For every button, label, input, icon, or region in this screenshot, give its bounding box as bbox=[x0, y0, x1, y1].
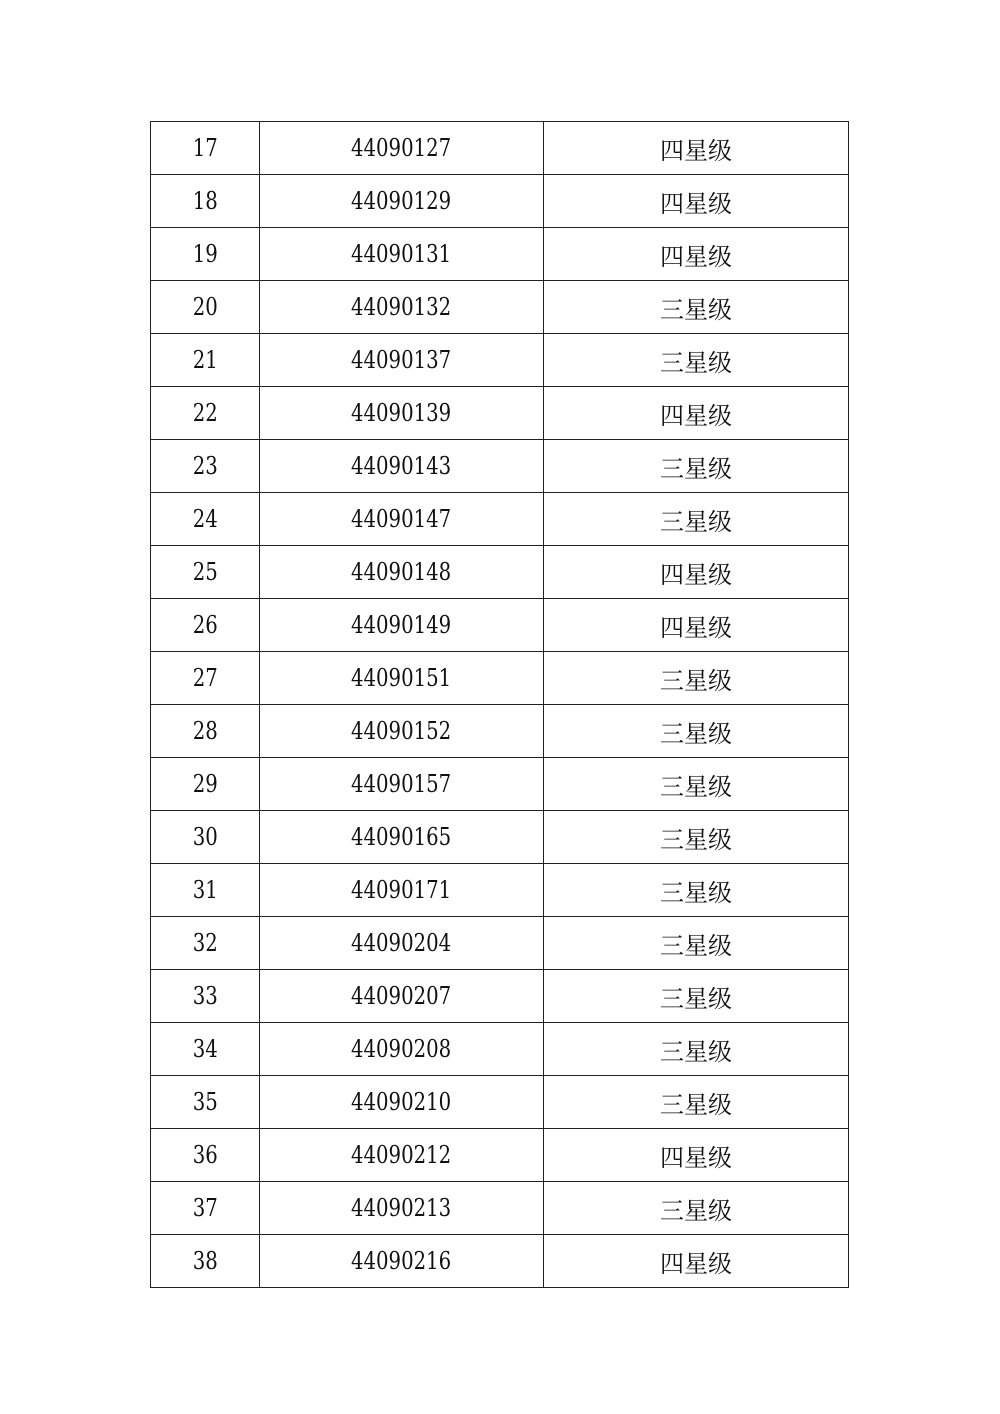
code-cell-text: 44090127 bbox=[351, 134, 452, 162]
level-cell-text: 三星级 bbox=[660, 772, 732, 801]
code-cell bbox=[260, 1235, 544, 1288]
row-number-cell bbox=[151, 811, 260, 864]
level-cell bbox=[544, 1235, 849, 1288]
row-number-cell bbox=[151, 228, 260, 281]
level-cell-text: 三星级 bbox=[660, 454, 732, 483]
code-cell-text: 44090212 bbox=[351, 1141, 452, 1169]
level-cell-text: 三星级 bbox=[660, 825, 732, 854]
table-row bbox=[151, 228, 849, 281]
row-number-cell-text: 31 bbox=[192, 876, 218, 904]
code-cell-text: 44090152 bbox=[351, 717, 452, 745]
row-number-cell-text: 36 bbox=[192, 1141, 218, 1169]
code-cell-text: 44090213 bbox=[351, 1194, 452, 1222]
code-cell-text: 44090149 bbox=[351, 611, 452, 639]
row-number-cell bbox=[151, 122, 260, 175]
level-cell-text: 三星级 bbox=[660, 1090, 732, 1119]
table-row bbox=[151, 811, 849, 864]
level-cell-text: 三星级 bbox=[660, 1196, 732, 1225]
code-cell-text: 44090131 bbox=[351, 240, 452, 268]
row-number-cell bbox=[151, 334, 260, 387]
code-cell-text: 44090147 bbox=[351, 505, 452, 533]
level-cell bbox=[544, 599, 849, 652]
row-number-cell-text: 17 bbox=[192, 134, 218, 162]
row-number-cell-text: 32 bbox=[192, 929, 218, 957]
level-cell bbox=[544, 493, 849, 546]
row-number-cell-text: 21 bbox=[192, 346, 218, 374]
code-cell bbox=[260, 599, 544, 652]
row-number-cell bbox=[151, 917, 260, 970]
code-cell bbox=[260, 546, 544, 599]
row-number-cell-text: 30 bbox=[192, 823, 218, 851]
code-cell-text: 44090165 bbox=[351, 823, 452, 851]
level-cell bbox=[544, 1182, 849, 1235]
code-cell-text: 44090171 bbox=[351, 876, 452, 904]
row-number-cell bbox=[151, 387, 260, 440]
code-cell-text: 44090208 bbox=[351, 1035, 452, 1063]
code-cell bbox=[260, 122, 544, 175]
code-cell-text: 44090139 bbox=[351, 399, 452, 427]
level-cell bbox=[544, 811, 849, 864]
row-number-cell-text: 23 bbox=[192, 452, 218, 480]
level-cell bbox=[544, 970, 849, 1023]
rating-table bbox=[150, 121, 849, 1288]
code-cell bbox=[260, 758, 544, 811]
level-cell-text: 四星级 bbox=[660, 560, 732, 589]
row-number-cell-text: 35 bbox=[192, 1088, 218, 1116]
code-cell bbox=[260, 175, 544, 228]
row-number-cell-text: 18 bbox=[192, 187, 218, 215]
code-cell bbox=[260, 228, 544, 281]
table-row bbox=[151, 705, 849, 758]
level-cell bbox=[544, 387, 849, 440]
code-cell-text: 44090151 bbox=[351, 664, 452, 692]
level-cell bbox=[544, 758, 849, 811]
row-number-cell bbox=[151, 1023, 260, 1076]
level-cell-text: 三星级 bbox=[660, 719, 732, 748]
level-cell-text: 三星级 bbox=[660, 666, 732, 695]
level-cell-text: 三星级 bbox=[660, 1037, 732, 1066]
code-cell bbox=[260, 1076, 544, 1129]
table-row bbox=[151, 1235, 849, 1288]
row-number-cell bbox=[151, 970, 260, 1023]
table-row bbox=[151, 599, 849, 652]
code-cell bbox=[260, 493, 544, 546]
row-number-cell bbox=[151, 1076, 260, 1129]
table-row bbox=[151, 758, 849, 811]
code-cell bbox=[260, 652, 544, 705]
level-cell-text: 四星级 bbox=[660, 401, 732, 430]
level-cell bbox=[544, 652, 849, 705]
code-cell bbox=[260, 917, 544, 970]
code-cell bbox=[260, 387, 544, 440]
code-cell bbox=[260, 864, 544, 917]
code-cell-text: 44090137 bbox=[351, 346, 452, 374]
row-number-cell-text: 33 bbox=[192, 982, 218, 1010]
table-row bbox=[151, 652, 849, 705]
row-number-cell bbox=[151, 493, 260, 546]
row-number-cell bbox=[151, 1129, 260, 1182]
level-cell bbox=[544, 281, 849, 334]
table-row bbox=[151, 970, 849, 1023]
code-cell-text: 44090143 bbox=[351, 452, 452, 480]
code-cell bbox=[260, 1129, 544, 1182]
code-cell bbox=[260, 1182, 544, 1235]
row-number-cell-text: 19 bbox=[192, 240, 218, 268]
level-cell bbox=[544, 334, 849, 387]
row-number-cell bbox=[151, 175, 260, 228]
row-number-cell bbox=[151, 546, 260, 599]
table-row bbox=[151, 1182, 849, 1235]
table-row bbox=[151, 546, 849, 599]
row-number-cell bbox=[151, 599, 260, 652]
table-row bbox=[151, 1076, 849, 1129]
level-cell-text: 四星级 bbox=[660, 189, 732, 218]
level-cell bbox=[544, 1129, 849, 1182]
level-cell bbox=[544, 440, 849, 493]
table-row bbox=[151, 281, 849, 334]
level-cell bbox=[544, 1076, 849, 1129]
row-number-cell bbox=[151, 281, 260, 334]
level-cell-text: 四星级 bbox=[660, 242, 732, 271]
row-number-cell bbox=[151, 1182, 260, 1235]
level-cell-text: 三星级 bbox=[660, 878, 732, 907]
level-cell-text: 四星级 bbox=[660, 613, 732, 642]
level-cell bbox=[544, 122, 849, 175]
level-cell bbox=[544, 175, 849, 228]
table-row bbox=[151, 864, 849, 917]
code-cell-text: 44090207 bbox=[351, 982, 452, 1010]
row-number-cell bbox=[151, 440, 260, 493]
level-cell bbox=[544, 1023, 849, 1076]
row-number-cell-text: 24 bbox=[192, 505, 218, 533]
level-cell-text: 三星级 bbox=[660, 931, 732, 960]
row-number-cell-text: 29 bbox=[192, 770, 218, 798]
code-cell-text: 44090148 bbox=[351, 558, 452, 586]
code-cell-text: 44090157 bbox=[351, 770, 452, 798]
code-cell-text: 44090210 bbox=[351, 1088, 452, 1116]
level-cell bbox=[544, 705, 849, 758]
table-row bbox=[151, 122, 849, 175]
row-number-cell-text: 20 bbox=[192, 293, 218, 321]
row-number-cell-text: 27 bbox=[192, 664, 218, 692]
row-number-cell bbox=[151, 864, 260, 917]
level-cell bbox=[544, 917, 849, 970]
table-row bbox=[151, 175, 849, 228]
row-number-cell bbox=[151, 1235, 260, 1288]
code-cell-text: 44090204 bbox=[351, 929, 452, 957]
code-cell-text: 44090132 bbox=[351, 293, 452, 321]
table-row bbox=[151, 493, 849, 546]
code-cell bbox=[260, 281, 544, 334]
row-number-cell-text: 28 bbox=[192, 717, 218, 745]
table-body bbox=[151, 122, 849, 1288]
code-cell bbox=[260, 334, 544, 387]
code-cell-text: 44090216 bbox=[351, 1247, 452, 1275]
code-cell bbox=[260, 811, 544, 864]
level-cell bbox=[544, 864, 849, 917]
code-cell bbox=[260, 1023, 544, 1076]
level-cell bbox=[544, 228, 849, 281]
code-cell-text: 44090129 bbox=[351, 187, 452, 215]
table-row bbox=[151, 440, 849, 493]
code-cell bbox=[260, 705, 544, 758]
row-number-cell bbox=[151, 758, 260, 811]
table-row bbox=[151, 334, 849, 387]
row-number-cell-text: 25 bbox=[192, 558, 218, 586]
table-row bbox=[151, 1129, 849, 1182]
level-cell-text: 四星级 bbox=[660, 1143, 732, 1172]
table-row bbox=[151, 1023, 849, 1076]
row-number-cell-text: 38 bbox=[192, 1247, 218, 1275]
level-cell-text: 三星级 bbox=[660, 984, 732, 1013]
level-cell-text: 三星级 bbox=[660, 507, 732, 536]
row-number-cell-text: 22 bbox=[192, 399, 218, 427]
table-row bbox=[151, 387, 849, 440]
row-number-cell-text: 37 bbox=[192, 1194, 218, 1222]
row-number-cell-text: 34 bbox=[192, 1035, 218, 1063]
code-cell bbox=[260, 970, 544, 1023]
level-cell-text: 三星级 bbox=[660, 348, 732, 377]
level-cell-text: 四星级 bbox=[660, 1249, 732, 1278]
code-cell bbox=[260, 440, 544, 493]
row-number-cell bbox=[151, 652, 260, 705]
level-cell-text: 三星级 bbox=[660, 295, 732, 324]
row-number-cell-text: 26 bbox=[192, 611, 218, 639]
level-cell-text: 四星级 bbox=[660, 136, 732, 165]
table-row bbox=[151, 917, 849, 970]
row-number-cell bbox=[151, 705, 260, 758]
level-cell bbox=[544, 546, 849, 599]
